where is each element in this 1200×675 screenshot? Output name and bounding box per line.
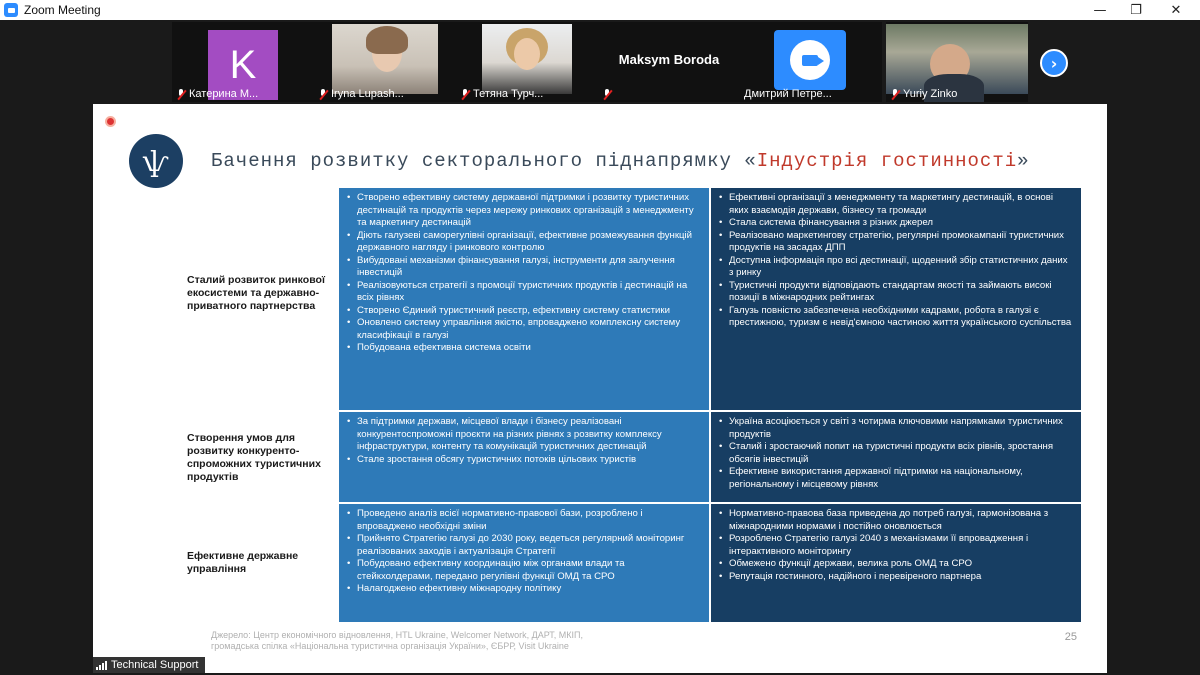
list-item: • Ефективне використання державної підтримки на національному, регіональному і місцевому рівнях xyxy=(717,466,1073,491)
participant-tile[interactable] xyxy=(740,22,882,102)
zoom-camera-icon xyxy=(774,30,846,90)
list-item: • Створено Єдиний туристичний реєстр, ефективну систему статистики xyxy=(345,305,701,318)
share-indicator-icon xyxy=(105,116,116,127)
page-number: 25 xyxy=(1064,631,1077,643)
cell-current xyxy=(339,412,709,502)
list-item: • Ефективні організації з менеджменту та маркетингу дестинацій, в основі яких взаємодія держави, бізнесу та громади xyxy=(717,192,1073,217)
list-item: • Сталий і зростаючий попит на туристичні продукти всіх рівнів, зростання обсягів інвестицій xyxy=(717,441,1073,466)
participant-tile[interactable] xyxy=(598,22,740,102)
restore-button[interactable]: ❐ xyxy=(1130,2,1142,18)
list-item: • Галузь повністю забезпечена необхідними кадрами, робота в галузі є престижною, туризм є невід'ємною частиною життя українського суспільства xyxy=(717,305,1073,330)
participant-video xyxy=(332,24,438,94)
participant-name xyxy=(602,89,615,100)
participant-video xyxy=(482,24,572,94)
participant-tile[interactable] xyxy=(456,22,598,102)
list-item: • Нормативно-правова база приведена до потреб галузі, гармонізована з міжнародними нормами і постійно оновлюється xyxy=(717,508,1073,533)
mic-muted-icon xyxy=(602,89,612,100)
slide-title: Бачення розвитку секторального піднапрямку «Індустрія гостинності» xyxy=(211,150,1030,172)
list-item: • Реалізовано маркетингову стратегію, регулярні промокампанії туристичних продуктів на засадах ДПП xyxy=(717,230,1073,255)
list-item: • Стале зростання обсягу туристичних потоків цільових туристів xyxy=(345,454,701,467)
shared-screen xyxy=(93,104,1107,673)
window-title: Zoom Meeting xyxy=(24,3,101,17)
list-item: • Налагоджено ефективну міжнародну політику xyxy=(345,583,701,596)
list-item: • Реалізовуються стратегії з промоції туристичних продуктів і дестинацій на всіх рівнях xyxy=(345,280,701,305)
participant-tile[interactable] xyxy=(886,22,1028,102)
participant-name: Дмитрий Петре... xyxy=(744,88,832,100)
list-item: • Туристичні продукти відповідають стандартам якості та займають високі позиції в міжнародних рейтингах xyxy=(717,280,1073,305)
list-item: • Обмежено функції держави, велика роль ОМД та СРО xyxy=(717,558,1073,571)
mic-muted-icon xyxy=(318,89,328,100)
list-item: • Оновлено систему управління якістю, впроваджено комплексну систему класифікації в галузі xyxy=(345,317,701,342)
list-item: • Репутація гостинного, надійного і перевіреного партнера xyxy=(717,571,1073,584)
participant-name: Yuriy Zinko xyxy=(890,88,957,100)
mic-muted-icon xyxy=(460,89,470,100)
row-label: Сталий розвиток ринкової екосистеми та державно-приватного партнерства xyxy=(187,274,325,312)
list-item: • Стала система фінансування з різних джерел xyxy=(717,217,1073,230)
participant-tile[interactable] xyxy=(314,22,456,102)
participant-name: Iryna Lupash... xyxy=(318,88,404,100)
row-label: Ефективне державне управління xyxy=(187,550,299,575)
list-item: • Доступна інформація про всі дестинації, щоденний збір статистичних даних з ринку xyxy=(717,255,1073,280)
mic-muted-icon xyxy=(890,89,900,100)
participant-strip xyxy=(0,20,1200,104)
minimize-button[interactable]: — xyxy=(1093,2,1107,18)
technical-support-label: Technical Support xyxy=(111,659,199,671)
participant-name: Катерина М... xyxy=(176,88,258,100)
row-label: Створення умов для розвитку конкуренто-спроможних туристичних продуктів xyxy=(187,432,321,483)
slide-source: Джерело: Центр економічного відновлення, HTL Ukraine, Welcomer Network, ДАРТ, МКІП, громадська спілка «Національна туристична організація України», ЄБРР, Visit Ukraine xyxy=(211,630,584,651)
close-button[interactable]: ✕ xyxy=(1170,2,1182,18)
cell-current xyxy=(339,504,709,622)
technical-support-button[interactable] xyxy=(93,657,205,673)
list-item: • Розроблено Стратегію галузі 2040 з механізмами її впровадження і інтерактивного моніторингу xyxy=(717,533,1073,558)
list-item: • За підтримки держави, місцевої влади і бізнесу реалізовані конкурентоспроможні проєкти на різних рівнях з розвитку комплексу інфраструктури, контенту та комунікацій туристичних дестинацій xyxy=(345,416,701,454)
zoom-app-icon xyxy=(4,3,18,17)
cell-target xyxy=(711,504,1081,622)
list-item: • Побудовано ефективну координацію між органами влади та стейкхолдерами, передано регулівні функції ОМД та СРО xyxy=(345,558,701,583)
title-bar xyxy=(0,0,1200,20)
next-page-button[interactable]: › xyxy=(1040,49,1068,77)
list-item: • Побудована ефективна система освіти xyxy=(345,342,701,355)
participant-display-name: Maksym Boroda xyxy=(618,52,720,67)
avatar: K xyxy=(208,30,278,100)
mic-muted-icon xyxy=(176,89,186,100)
participant-name: Тетяна Турч... xyxy=(460,88,543,100)
participant-tile[interactable] xyxy=(172,22,314,102)
list-item: • Вибудовані механізми фінансування галузі, інструменти для залучення інвестицій xyxy=(345,255,701,280)
cell-current xyxy=(339,188,709,410)
trident-emblem-icon: ѱ xyxy=(129,134,183,188)
list-item: • Проведено аналіз всієї нормативно-правової бази, розроблено і впроваджено необхідні зміни xyxy=(345,508,701,533)
cell-target xyxy=(711,412,1081,502)
list-item: • Україна асоціюється у світі з чотирма ключовими напрямками туристичних продуктів xyxy=(717,416,1073,441)
list-item: • Діють галузеві саморегулівні організації, ефективне розмежування функцій державного нагляду і ринкового контролю xyxy=(345,230,701,255)
signal-bars-icon xyxy=(96,660,107,670)
list-item: • Прийнято Стратегію галузі до 2030 року, ведеться регулярний моніторинг реалізованих заходів і актуалізація Стратегії xyxy=(345,533,701,558)
cell-target xyxy=(711,188,1081,410)
participant-video xyxy=(886,24,1028,94)
list-item: • Створено ефективну систему державної підтримки і розвитку туристичних дестинацій та продуктів через мережу ринкових організацій з менеджменту та маркетингу дестинацій xyxy=(345,192,701,230)
